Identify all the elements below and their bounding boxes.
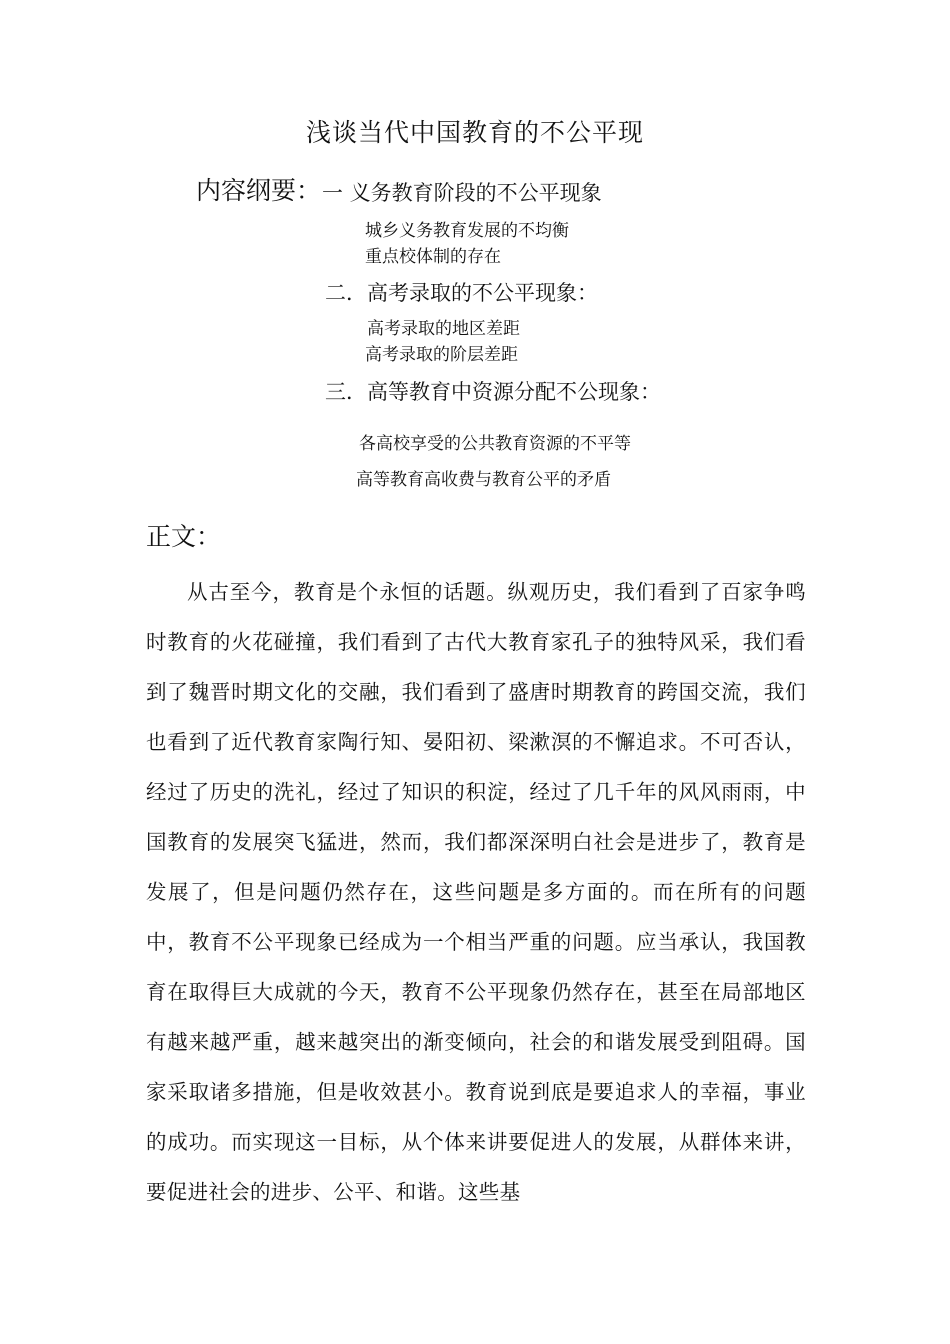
outline-section-3-item-1: 各高校享受的公共教育资源的不平等 [359, 434, 631, 454]
outline-section-1-item-2: 重点校体制的存在 [365, 247, 501, 267]
body-paragraph: 从古至今，教育是个永恒的话题。纵观历史，我们看到了百家争鸣时教育的火花碰撞，我们看到了古代大教育家孔子的独特风采，我们看到了魏晋时期文化的交融，我们看到了盛唐时期教育的跨国交流，我们也看到了近代教育家陶行知、晏阳初、梁漱溟的不懈追求。不可否认，经过了历史的洗礼，经过了知识的积淀，经过了几千年的风风雨雨，中国教育的发展突飞猛进，然而，我们都深深明白社会是进步了，教育是发展了，但是问题仍然存在，这些问题是多方面的。而在所有的问题中，教育不公平现象已经成为一个相当严重的问题。应当承认，我国教育在取得巨大成就的今天，教育不公平现象仍然存在，甚至在局部地区有越来越严重，越来越突出的渐变倾向，社会的和谐发展受到阻碍。国家采取诸多措施，但是收效甚小。教育说到底是要追求人的幸福，事业的成功。而实现这一目标，从个体来讲要促进人的发展，从群体来讲，要促进社会的进步、公平、和谐。这些基 [146, 580, 806, 1204]
outline-section-1-item-1: 城乡义务教育发展的不均衡 [365, 221, 569, 241]
outline-section-2-heading: 二．高考录取的不公平现象： [325, 281, 598, 305]
body-label: 正文： [146, 522, 222, 551]
outline-section-1-heading: 一 义务教育阶段的不公平现象 [322, 181, 602, 205]
outline-label: 内容纲要： [196, 176, 322, 205]
outline-section-2-item-1: 高考录取的地区差距 [367, 319, 520, 339]
outline-section-2-item-2: 高考录取的阶层差距 [365, 345, 518, 365]
outline-section-3-heading: 三．高等教育中资源分配不公现象： [325, 380, 661, 404]
document-title: 浅谈当代中国教育的不公平现 [305, 118, 644, 147]
outline-section-3-item-2: 高等教育高收费与教育公平的矛盾 [356, 470, 611, 490]
